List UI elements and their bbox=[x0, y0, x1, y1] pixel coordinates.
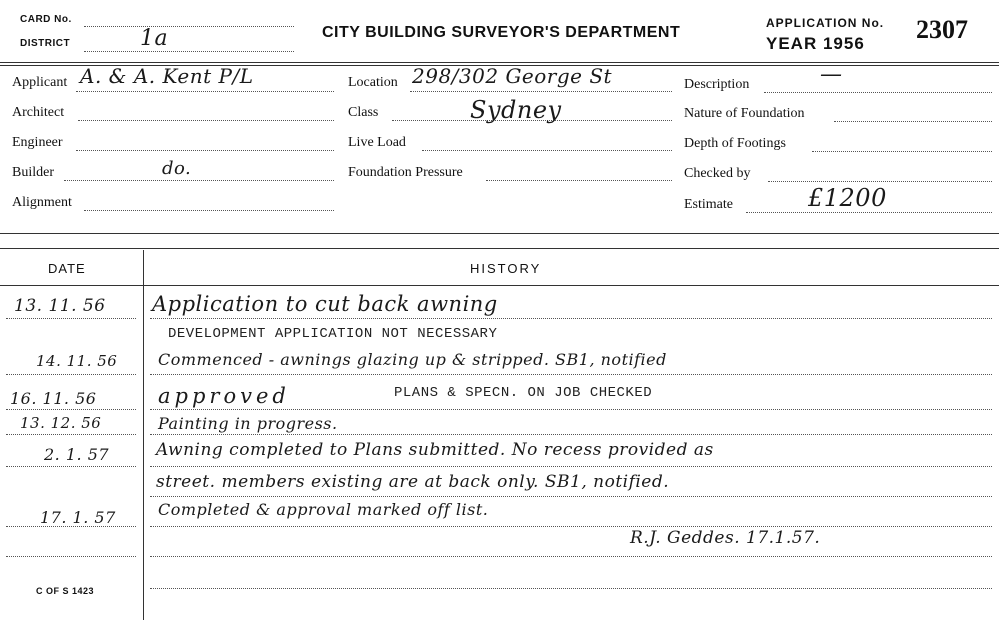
builder-value: do. bbox=[162, 158, 192, 179]
history-date: 13. 12. 56 bbox=[20, 414, 102, 432]
nature-foundation-label: Nature of Foundation bbox=[684, 106, 805, 121]
history-date: 2. 1. 57 bbox=[44, 445, 110, 464]
history-entry: Completed & approval marked off list. bbox=[158, 500, 489, 519]
live-load-label: Live Load bbox=[348, 135, 406, 150]
location-line bbox=[410, 91, 672, 92]
signature: R.J. Geddes. 17.1.57. bbox=[630, 528, 821, 548]
history-line bbox=[150, 374, 992, 375]
class-value: Sydney bbox=[470, 96, 562, 124]
history-entry: Commenced - awnings glazing up & stripped. SB1, notified bbox=[158, 350, 667, 369]
history-line bbox=[150, 434, 992, 435]
date-line bbox=[6, 556, 136, 557]
history-date: 17. 1. 57 bbox=[40, 508, 116, 527]
date-line bbox=[6, 409, 136, 410]
history-line bbox=[150, 526, 992, 527]
architect-line bbox=[78, 120, 334, 121]
estimate-line bbox=[746, 212, 992, 213]
estimate-value: £1200 bbox=[808, 184, 887, 212]
location-value: 298/302 George St bbox=[412, 64, 613, 88]
estimate-label: Estimate bbox=[684, 197, 733, 212]
foundation-pressure-label: Foundation Pressure bbox=[348, 165, 463, 180]
date-line bbox=[6, 434, 136, 435]
date-line bbox=[6, 526, 136, 527]
year-label: YEAR 1956 bbox=[766, 34, 865, 53]
history-header: HISTORY bbox=[470, 261, 542, 276]
checked-by-label: Checked by bbox=[684, 166, 751, 181]
district-line bbox=[84, 51, 294, 52]
history-date: 13. 11. 56 bbox=[14, 296, 106, 316]
history-entry: approved bbox=[158, 384, 290, 408]
history-date: 16. 11. 56 bbox=[10, 389, 97, 408]
district-label: DISTRICT bbox=[20, 38, 71, 49]
applicant-label: Applicant bbox=[12, 75, 68, 90]
engineer-line bbox=[76, 150, 334, 151]
description-label: Description bbox=[684, 77, 750, 92]
application-no-label: APPLICATION No. bbox=[766, 16, 885, 30]
application-number: 2307 bbox=[916, 15, 968, 44]
live-load-line bbox=[422, 150, 672, 151]
checked-by-line bbox=[768, 181, 992, 182]
card-no-line bbox=[84, 26, 294, 27]
district-value: 1a bbox=[140, 26, 169, 51]
history-line bbox=[150, 496, 992, 497]
builder-line bbox=[64, 180, 334, 181]
class-label: Class bbox=[348, 105, 379, 120]
date-header: DATE bbox=[48, 261, 86, 276]
history-entry: Awning completed to Plans submitted. No recess provided as bbox=[156, 440, 714, 460]
depth-footings-label: Depth of Footings bbox=[684, 136, 786, 151]
header-rule-top bbox=[0, 62, 999, 63]
date-line bbox=[6, 318, 136, 319]
date-column-divider bbox=[143, 250, 144, 620]
fields-rule-bottom bbox=[0, 248, 999, 249]
history-header-rule bbox=[0, 285, 999, 286]
depth-footings-line bbox=[812, 151, 992, 152]
history-line bbox=[150, 318, 992, 319]
foundation-pressure-line bbox=[486, 180, 672, 181]
history-line bbox=[150, 409, 992, 410]
history-entry: Application to cut back awning bbox=[152, 292, 498, 316]
history-line bbox=[150, 556, 992, 557]
alignment-label: Alignment bbox=[12, 195, 72, 210]
applicant-value: A. & A. Kent P/L bbox=[80, 64, 254, 88]
history-line bbox=[150, 588, 992, 589]
history-entry: Painting in progress. bbox=[158, 414, 338, 433]
nature-foundation-line bbox=[834, 121, 992, 122]
fields-rule-top bbox=[0, 233, 999, 234]
engineer-label: Engineer bbox=[12, 135, 63, 150]
description-value: — bbox=[820, 62, 843, 87]
alignment-line bbox=[84, 210, 334, 211]
department-title: CITY BUILDING SURVEYOR'S DEPARTMENT bbox=[322, 24, 681, 41]
card-no-label: CARD No. bbox=[20, 14, 72, 25]
history-entry: street. members existing are at back only. SB1, notified. bbox=[156, 472, 670, 492]
history-stamp: DEVELOPMENT APPLICATION NOT NECESSARY bbox=[168, 326, 498, 342]
builder-label: Builder bbox=[12, 165, 54, 180]
description-line bbox=[764, 92, 992, 93]
date-line bbox=[6, 466, 136, 467]
history-line bbox=[150, 466, 992, 467]
applicant-line bbox=[76, 91, 334, 92]
architect-label: Architect bbox=[12, 105, 65, 120]
location-label: Location bbox=[348, 75, 398, 90]
date-line bbox=[6, 374, 136, 375]
form-code: C OF S 1423 bbox=[36, 586, 95, 596]
history-stamp: PLANS & SPECN. ON JOB CHECKED bbox=[394, 385, 653, 401]
history-date: 14. 11. 56 bbox=[36, 352, 118, 370]
